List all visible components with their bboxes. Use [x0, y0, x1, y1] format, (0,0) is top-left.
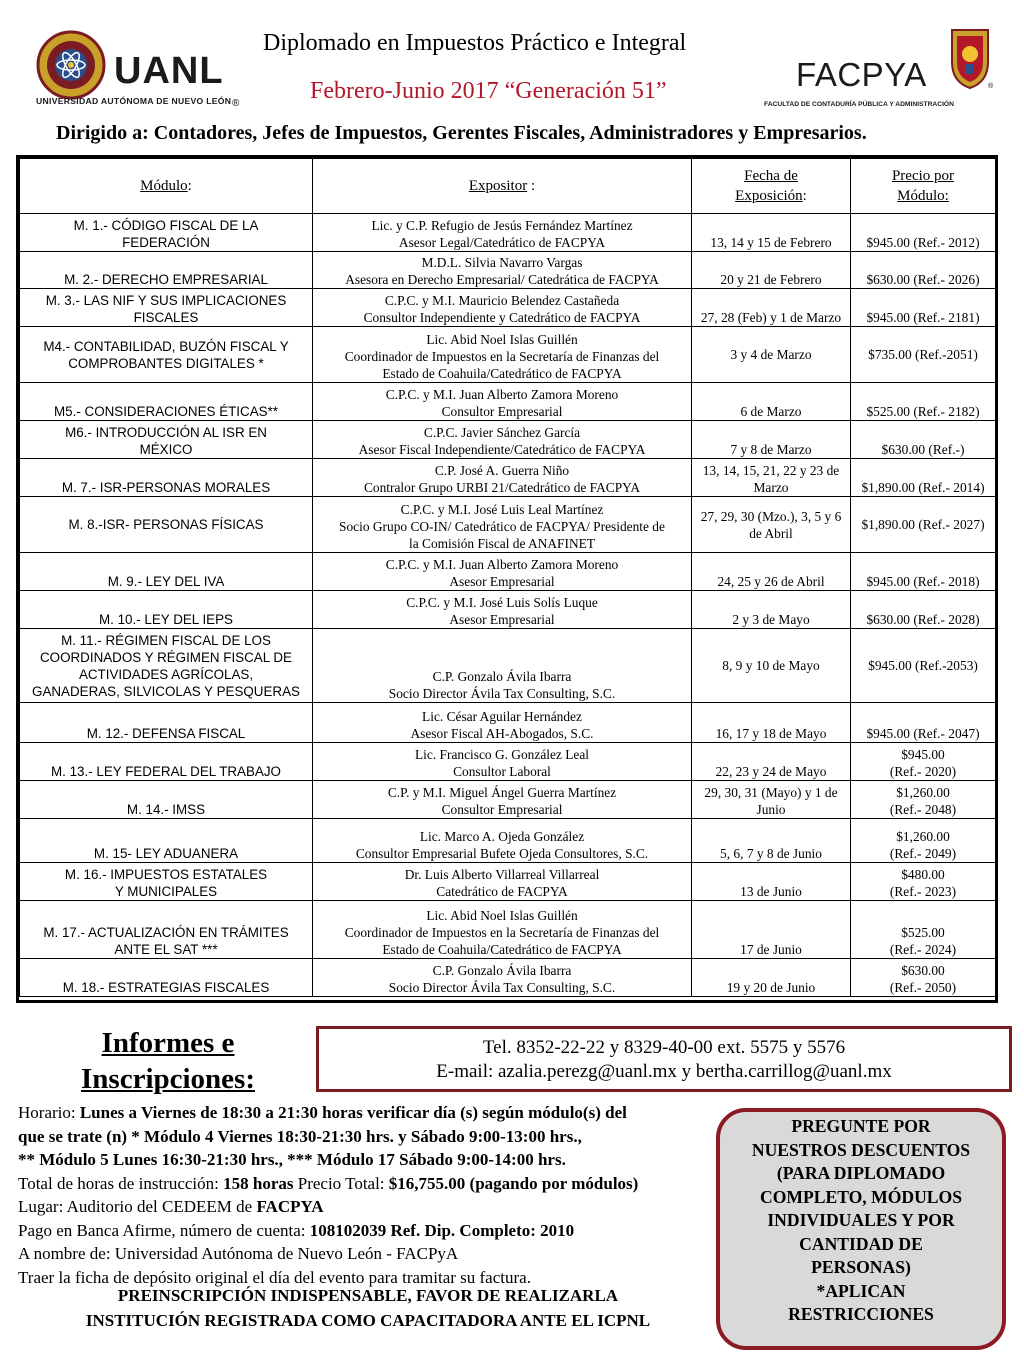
cell-modulo	[20, 959, 313, 997]
expositor-line: Lic. César Aguilar Hernández	[422, 709, 582, 724]
header-expositor: Expositor :	[313, 159, 692, 214]
pago-line: Pago en Banca Afirme, número de cuenta: 108102039 Ref. Dip. Completo: 2010	[18, 1220, 575, 1240]
fecha-line: 7 y 8 de Marzo	[730, 442, 812, 457]
cell-precio	[851, 819, 996, 863]
cell-fecha	[692, 421, 851, 459]
cell-modulo	[20, 901, 313, 959]
precio-line: $735.00 (Ref.-2051)	[868, 347, 978, 362]
expositor-line: C.P.C. y M.I. Juan Alberto Zamora Moreno	[385, 387, 619, 402]
cell-precio	[851, 781, 996, 819]
cell-precio	[851, 629, 996, 703]
table-row	[20, 901, 996, 959]
cell-modulo	[20, 781, 313, 819]
modulo-line: M. 11.- RÉGIMEN FISCAL DE LOS	[61, 632, 271, 648]
modulo-line: M. 10.- LEY DEL IEPS	[99, 612, 233, 627]
fecha-line: 5, 6, 7 y 8 de Junio	[720, 846, 822, 861]
expositor-line: C.P. y M.I. Miguel Ángel Guerra Martínez	[387, 785, 617, 800]
expositor-line: Asesora en Derecho Empresarial/ Catedrática de FACPYA	[345, 272, 659, 287]
cell-precio	[851, 252, 996, 289]
cell-fecha	[692, 629, 851, 703]
promo-line: *APLICAN	[816, 1280, 906, 1301]
expositor-line: C.P.C. Javier Sánchez García	[423, 425, 581, 440]
expositor-line: Dr. Luis Alberto Villarreal Villarreal	[404, 867, 600, 882]
precio-line: $525.00	[901, 925, 945, 940]
promo-line: PERSONAS)	[811, 1257, 911, 1277]
cell-fecha	[692, 703, 851, 743]
precio-line: $945.00 (Ref.- 2047)	[866, 726, 980, 741]
fecha-line: 22, 23 y 24 de Mayo	[715, 764, 827, 779]
informes-title-line2: Inscripciones:	[81, 1063, 255, 1095]
informes-title-line1: Informes e	[101, 1027, 235, 1059]
cell-fecha	[692, 252, 851, 289]
table-row	[20, 327, 996, 383]
precio-line: $945.00 (Ref.- 2018)	[866, 574, 980, 589]
cell-expositor	[313, 327, 692, 383]
cell-expositor	[313, 781, 692, 819]
cell-modulo	[20, 214, 313, 252]
fecha-line: 6 de Marzo	[740, 404, 802, 419]
cell-precio	[851, 421, 996, 459]
cell-expositor	[313, 383, 692, 421]
fecha-line: 2 y 3 de Mayo	[732, 612, 810, 627]
precio-line: $525.00 (Ref.- 2182)	[866, 404, 980, 419]
promo-line: RESTRICCIONES	[788, 1304, 934, 1324]
precio-line: (Ref.- 2050)	[889, 980, 957, 995]
cell-modulo	[20, 591, 313, 629]
modulo-line: M5.- CONSIDERACIONES ÉTICAS**	[54, 404, 278, 419]
expositor-line: C.P. José A. Guerra Niño	[434, 463, 570, 478]
expositor-line: Consultor Independiente y Catedrático de FACPYA	[363, 310, 641, 325]
fecha-line: Marzo	[753, 480, 789, 495]
precio-line: $480.00	[901, 867, 945, 882]
promo-line: NUESTROS DESCUENTOS	[751, 1139, 971, 1160]
expositor-line: Asesor Legal/Catedrático de FACPYA	[398, 235, 606, 250]
expositor-line: Socio Grupo CO-IN/ Catedrático de FACPYA/ Presidente de	[339, 519, 665, 534]
fecha-line: 13, 14 y 15 de Febrero	[710, 235, 832, 250]
precio-line: (Ref.- 2024)	[889, 942, 957, 957]
precio-line: $945.00 (Ref.- 2181)	[866, 310, 980, 325]
cell-expositor	[313, 901, 692, 959]
cell-precio	[851, 553, 996, 591]
precio-line: (Ref.- 2020)	[889, 764, 957, 779]
fecha-line: 16, 17 y 18 de Mayo	[715, 726, 827, 741]
fecha-line: 19 y 20 de Junio	[726, 980, 816, 995]
header-modulo: Módulo:	[20, 159, 313, 214]
ficha-line: Traer la ficha de depósito original el día del evento para tramitar su factura.	[18, 1267, 531, 1287]
cell-fecha	[692, 959, 851, 997]
modulo-line: M. 14.- IMSS	[126, 802, 206, 817]
institucion-line: INSTITUCIÓN REGISTRADA COMO CAPACITADORA ANTE EL ICPNL	[85, 1311, 651, 1330]
precio-line: $945.00 (Ref.- 2012)	[866, 235, 980, 250]
modulo-line: M. 17.- ACTUALIZACIÓN EN TRÁMITES	[43, 925, 289, 940]
cell-expositor	[313, 459, 692, 497]
modulo-line: M. 13.- LEY FEDERAL DEL TRABAJO	[51, 764, 281, 779]
lugar-line: Lugar: Auditorio del CEDEEM de FACPYA	[18, 1197, 324, 1216]
table-row	[20, 214, 996, 252]
facpya-brand: FACPYA	[796, 56, 927, 93]
cell-fecha	[692, 553, 851, 591]
fecha-line: Junio	[756, 802, 786, 817]
expositor-line: Consultor Laboral	[453, 764, 551, 779]
fecha-line: 27, 28 (Feb) y 1 de Marzo	[700, 310, 842, 325]
fecha-line: 3 y 4 de Marzo	[730, 347, 812, 362]
discount-promo-box	[716, 1108, 1006, 1350]
expositor-line: Catedrático de FACPYA	[436, 884, 568, 899]
expositor-line: Consultor Empresarial	[441, 404, 563, 419]
cell-fecha	[692, 459, 851, 497]
cell-fecha	[692, 781, 851, 819]
table-row	[20, 421, 996, 459]
fecha-line: 24, 25 y 26 de Abril	[717, 574, 825, 589]
cell-modulo	[20, 819, 313, 863]
cell-fecha	[692, 327, 851, 383]
cell-fecha	[692, 497, 851, 553]
page-title: Diplomado en Impuestos Práctico e Integral	[263, 30, 687, 56]
modulo-line: M. 15- LEY ADUANERA	[93, 846, 239, 861]
cell-modulo	[20, 327, 313, 383]
header-precio: Precio por Módulo:	[851, 159, 996, 214]
total-line: Total de horas de instrucción: 158 horas Precio Total: $16,755.00 (pagando por módulos)	[18, 1173, 639, 1193]
cell-expositor	[313, 819, 692, 863]
expositor-line: Lic. Marco A. Ojeda González	[419, 829, 585, 844]
svg-text:®: ®	[988, 83, 994, 90]
expositor-line: Estado de Coahuila/Catedrático de FACPYA	[382, 942, 622, 957]
uanl-logo	[34, 28, 246, 114]
table-row	[20, 459, 996, 497]
table-header-row	[20, 159, 996, 214]
table-row	[20, 959, 996, 997]
expositor-line: Contralor Grupo URBI 21/Catedrático de FACPYA	[363, 480, 641, 495]
cell-modulo	[20, 252, 313, 289]
cell-precio	[851, 214, 996, 252]
modulo-line: M. 12.- DEFENSA FISCAL	[86, 726, 246, 741]
cell-modulo	[20, 289, 313, 327]
modulo-line: M. 3.- LAS NIF Y SUS IMPLICACIONES	[45, 293, 287, 308]
cell-precio	[851, 327, 996, 383]
uanl-subtitle: UNIVERSIDAD AUTÓNOMA DE NUEVO LEÓN	[36, 96, 232, 106]
modulo-line: ANTE EL SAT ***	[114, 942, 218, 957]
preinscripcion-line: PREINSCRIPCIÓN INDISPENSABLE, FAVOR DE REALIZARLA	[117, 1286, 619, 1305]
modulo-line: COMPROBANTES DIGITALES *	[68, 355, 264, 371]
horario-line2: que se trate (n) * Módulo 4 Viernes 18:30-21:30 hrs. y Sábado 9:00-13:00 hrs.,	[18, 1126, 582, 1146]
cell-expositor	[313, 553, 692, 591]
expositor-line: Lic. Abid Noel Islas Guillén	[426, 332, 578, 347]
expositor-line: Estado de Coahuila/Catedrático de FACPYA	[382, 366, 622, 381]
fecha-line: 8, 9 y 10 de Mayo	[722, 658, 820, 673]
expositor-line: Lic. y C.P. Refugio de Jesús Fernández Martínez	[371, 218, 633, 233]
fecha-line: 13, 14, 15, 21, 22 y 23 de	[702, 463, 840, 478]
expositor-line: la Comisión Fiscal de ANAFINET	[409, 536, 595, 551]
table-row	[20, 819, 996, 863]
expositor-line: Socio Director Ávila Tax Consulting, S.C.	[388, 686, 616, 701]
promo-line: (PARA DIPLOMADO	[776, 1163, 946, 1183]
cell-precio	[851, 497, 996, 553]
cell-fecha	[692, 383, 851, 421]
contact-phone: Tel. 8352-22-22 y 8329-40-00 ext. 5575 y 5576	[482, 1037, 846, 1058]
table-row	[20, 497, 996, 553]
cell-precio	[851, 383, 996, 421]
fecha-line: 13 de Junio	[740, 884, 802, 899]
horario-line1: Horario: Lunes a Viernes de 18:30 a 21:30 horas verificar día (s) según módulo(s) del	[18, 1103, 627, 1122]
expositor-line: Asesor Fiscal AH-Abogados, S.C.	[410, 726, 594, 741]
table-row	[20, 743, 996, 781]
table-row	[20, 591, 996, 629]
modulo-line: GANADERAS, SILVICOLAS Y PESQUERAS	[32, 683, 300, 699]
page-subtitle: Febrero-Junio 2017 “Generación 51”	[310, 78, 667, 104]
registered-mark: ®	[232, 98, 240, 109]
precio-line: $1,260.00	[896, 785, 950, 800]
cell-precio	[851, 703, 996, 743]
modulo-line: MÉXICO	[139, 442, 193, 457]
audience-line: Dirigido a: Contadores, Jefes de Impuestos, Gerentes Fiscales, Administradores y Empresarios.	[56, 122, 867, 144]
promo-line: COMPLETO, MÓDULOS	[759, 1186, 963, 1207]
cell-precio	[851, 863, 996, 901]
fecha-line: 29, 30, 31 (Mayo) y 1 de	[704, 785, 838, 800]
table-row	[20, 383, 996, 421]
cell-modulo	[20, 383, 313, 421]
table-row	[20, 629, 996, 703]
modulo-line: FISCALES	[133, 310, 199, 325]
cell-expositor	[313, 252, 692, 289]
expositor-line: Consultor Empresarial	[441, 802, 563, 817]
expositor-line: Consultor Empresarial Bufete Ojeda Consultores, S.C.	[355, 846, 649, 861]
expositor-line: C.P.C. y M.I. José Luis Solís Luque	[406, 595, 598, 610]
cell-modulo	[20, 629, 313, 703]
precio-line: $945.00 (Ref.-2053)	[868, 658, 978, 673]
precio-line: $1,890.00 (Ref.- 2014)	[861, 480, 985, 495]
cell-expositor	[313, 214, 692, 252]
expositor-line: Socio Director Ávila Tax Consulting, S.C.	[388, 980, 616, 995]
precio-line: (Ref.- 2048)	[889, 802, 957, 817]
header-fecha: Fecha de Exposición:	[692, 159, 851, 214]
cell-modulo	[20, 459, 313, 497]
modulo-line: FEDERACIÓN	[122, 235, 210, 250]
table-row	[20, 863, 996, 901]
expositor-line: C.P.C. y M.I. Mauricio Belendez Castañeda	[384, 293, 620, 308]
promo-line: PREGUNTE POR	[791, 1116, 931, 1136]
informes-heading	[48, 1025, 288, 1097]
cell-fecha	[692, 819, 851, 863]
expositor-line: Coordinador de Impuestos en la Secretaría de Finanzas del	[344, 349, 660, 364]
cell-modulo	[20, 703, 313, 743]
table-row	[20, 553, 996, 591]
cell-expositor	[313, 959, 692, 997]
cell-expositor	[313, 703, 692, 743]
cell-precio	[851, 901, 996, 959]
precio-line: (Ref.- 2023)	[889, 884, 957, 899]
promo-line: INDIVIDUALES Y POR	[767, 1210, 955, 1230]
modulo-line: ACTIVIDADES AGRÍCOLAS,	[78, 666, 254, 682]
precio-line: (Ref.- 2049)	[889, 846, 957, 861]
expositor-line: C.P.C. y M.I. Juan Alberto Zamora Moreno	[385, 557, 619, 572]
modulo-line: COORDINADOS Y RÉGIMEN FISCAL DE	[40, 649, 292, 665]
expositor-line: Asesor Empresarial	[449, 612, 555, 627]
expositor-line: Coordinador de Impuestos en la Secretaría de Finanzas del	[344, 925, 660, 940]
modulo-line: M. 8.-ISR- PERSONAS FÍSICAS	[68, 517, 264, 532]
cell-precio	[851, 289, 996, 327]
cell-expositor	[313, 289, 692, 327]
fecha-line: 27, 29, 30 (Mzo.), 3, 5 y 6	[700, 508, 842, 524]
cell-fecha	[692, 901, 851, 959]
precio-line: $630.00 (Ref.- 2028)	[866, 612, 980, 627]
horario-line3: ** Módulo 5 Lunes 16:30-21:30 hrs., *** Módulo 17 Sábado 9:00-14:00 hrs.	[18, 1150, 566, 1169]
uanl-brand: UANL	[114, 50, 224, 92]
facpya-shield-icon	[948, 24, 992, 90]
contact-email[interactable]: E-mail: azalia.perezg@uanl.mx y bertha.carrillog@uanl.mx	[436, 1061, 892, 1082]
expositor-line: M.D.L. Silvia Navarro Vargas	[421, 255, 583, 270]
table-row	[20, 781, 996, 819]
cell-modulo	[20, 497, 313, 553]
cell-modulo	[20, 863, 313, 901]
precio-line: $630.00 (Ref.- 2026)	[866, 272, 980, 287]
modulo-line: M. 2.- DERECHO EMPRESARIAL	[64, 272, 268, 287]
table-row	[20, 289, 996, 327]
expositor-line: Lic. Francisco G. González Leal	[415, 747, 589, 762]
modulo-line: M. 7.- ISR-PERSONAS MORALES	[61, 480, 271, 495]
precio-line: $1,890.00 (Ref.- 2027)	[861, 517, 985, 532]
precio-line: $945.00	[901, 747, 945, 762]
table-row	[20, 252, 996, 289]
cell-expositor	[313, 591, 692, 629]
details-block	[18, 1101, 718, 1289]
expositor-line: C.P. Gonzalo Ávila Ibarra	[432, 669, 572, 684]
cell-modulo	[20, 743, 313, 781]
precio-line: $630.00	[901, 963, 945, 978]
cell-fecha	[692, 289, 851, 327]
cell-precio	[851, 959, 996, 997]
facpya-subtitle: FACULTAD DE CONTADURÍA PÚBLICA Y ADMINISTRACIÓN	[764, 101, 954, 108]
uanl-seal-icon	[36, 30, 106, 100]
cell-expositor	[313, 743, 692, 781]
expositor-line: C.P. Gonzalo Ávila Ibarra	[432, 963, 572, 978]
modulo-line: M6.- INTRODUCCIÓN AL ISR EN	[65, 425, 267, 440]
cell-fecha	[692, 591, 851, 629]
nombre-line: A nombre de: Universidad Autónoma de Nuevo León - FACPyA	[18, 1244, 459, 1263]
fecha-line: de Abril	[749, 525, 793, 541]
facpya-logo	[762, 24, 994, 116]
cell-modulo	[20, 421, 313, 459]
cell-expositor	[313, 863, 692, 901]
modulo-line: M4.- CONTABILIDAD, BUZÓN FISCAL Y	[43, 338, 289, 354]
precio-line: $1,260.00	[896, 829, 950, 844]
modulo-line: M. 9.- LEY DEL IVA	[107, 574, 225, 589]
cell-expositor	[313, 497, 692, 553]
cell-fecha	[692, 214, 851, 252]
cell-fecha	[692, 743, 851, 781]
cell-precio	[851, 591, 996, 629]
expositor-line: Lic. Abid Noel Islas Guillén	[426, 908, 578, 923]
modulo-line: M. 18.- ESTRATEGIAS FISCALES	[62, 980, 270, 995]
modulo-line: M. 16.- IMPUESTOS ESTATALES	[64, 867, 268, 882]
promo-line: CANTIDAD DE	[799, 1233, 923, 1254]
expositor-line: C.P.C. y M.I. José Luis Leal Martínez	[400, 502, 604, 517]
cell-expositor	[313, 421, 692, 459]
fecha-line: 20 y 21 de Febrero	[720, 272, 822, 287]
cell-expositor	[313, 629, 692, 703]
fecha-line: 17 de Junio	[740, 942, 802, 957]
contact-box	[316, 1026, 1012, 1092]
expositor-line: Asesor Fiscal Independiente/Catedrático de FACPYA	[358, 442, 646, 457]
modulo-line: M. 1.- CÓDIGO FISCAL DE LA	[73, 218, 259, 233]
table-row	[20, 703, 996, 743]
expositor-line: Asesor Empresarial	[449, 574, 555, 589]
modulo-line: Y MUNICIPALES	[114, 884, 218, 899]
precio-line: $630.00 (Ref.-)	[881, 442, 965, 457]
modules-table	[16, 155, 998, 1003]
cell-precio	[851, 743, 996, 781]
cell-modulo	[20, 553, 313, 591]
cell-fecha	[692, 863, 851, 901]
cell-precio	[851, 459, 996, 497]
